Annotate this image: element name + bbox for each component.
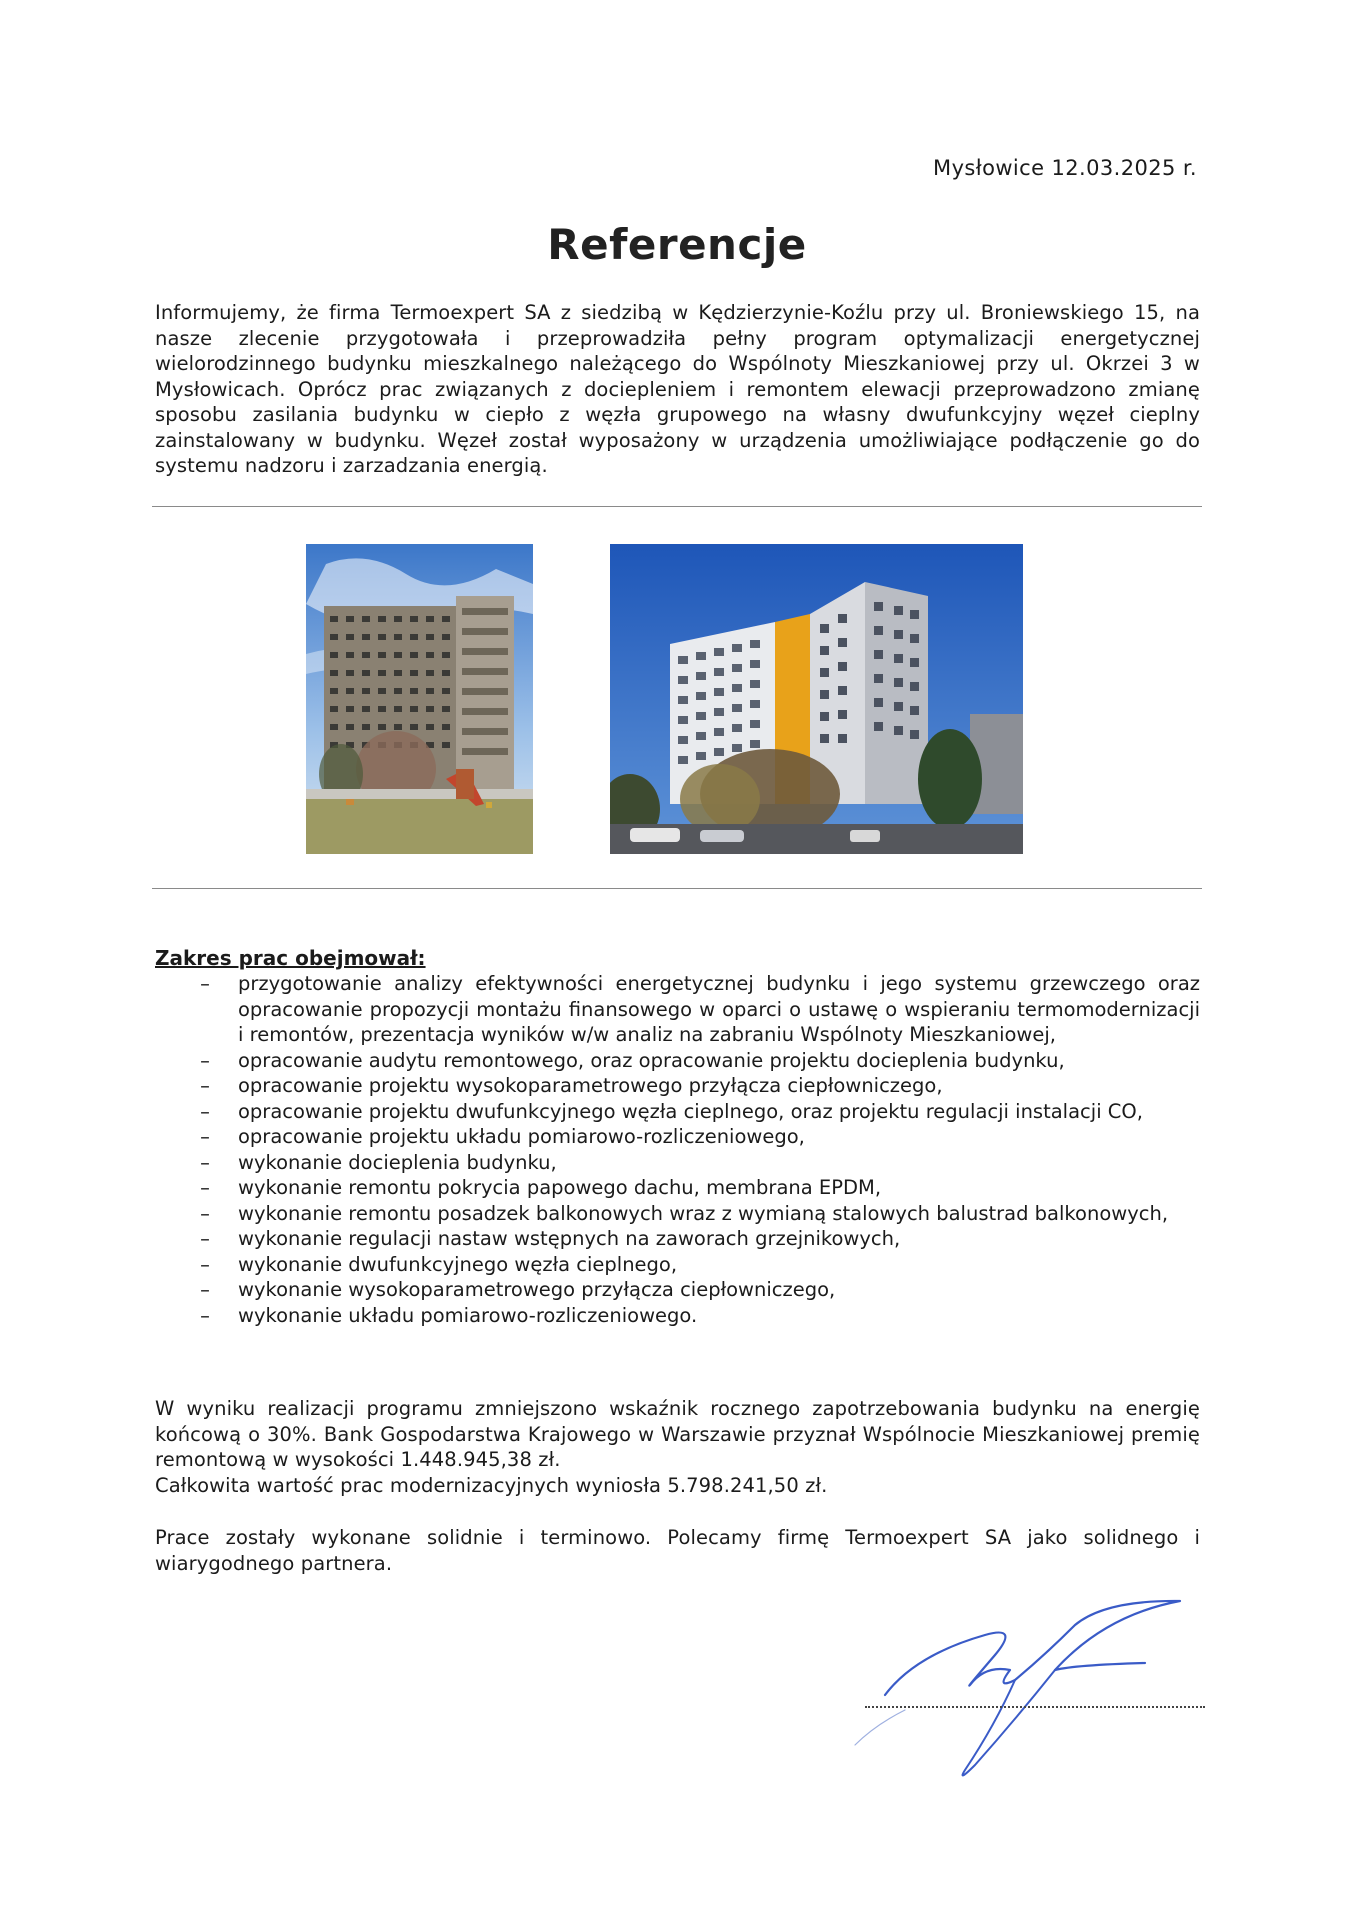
document-title: Referencje: [547, 220, 807, 269]
list-item: – wykonanie docieplenia budynku,: [200, 1150, 557, 1174]
scope-list: [155, 971, 1200, 1328]
list-item: – wykonanie remontu posadzek balkonowych wraz z wymianą stalowych balustrad balkonowych,: [200, 1201, 1169, 1225]
divider-top: [152, 506, 1202, 507]
building-photo-after: [610, 544, 1023, 854]
list-item: – wykonanie układu pomiarowo-rozliczeniowego.: [200, 1303, 698, 1327]
list-item: – przygotowanie analizy efektywności energetycznej budynku i jego systemu grzewczego oraz opracowanie propozycji montażu finansowego w oparci o ustawę o wspieraniu termomodernizacji i remontów, prezentacja wyników w/w analiz na zabraniu Wspólnoty Mieszkaniowej,: [200, 972, 1200, 1046]
list-item: – opracowanie projektu układu pomiarowo-rozliczeniowego,: [200, 1125, 805, 1148]
signature-line: [865, 1706, 1205, 1708]
list-item: – wykonanie regulacji nastaw wstępnych na zaworach grzejnikowych,: [200, 1227, 901, 1250]
list-item: – opracowanie audytu remontowego, oraz opracowanie projektu docieplenia budynku,: [200, 1048, 1065, 1072]
result-line: W wyniku realizacji programu zmniejszono wskaźnik rocznego zapotrzebowania budynku na energię końcową o 30%. Bank Gospodarstwa Krajowego w Warszawie przyznał Wspólnocie Mieszkaniowej premię remontową w wysokości 1.448.945,38 zł.: [155, 1397, 1200, 1471]
list-item: – wykonanie wysokoparametrowego przyłącza ciepłowniczego,: [200, 1278, 836, 1301]
place-date: Mysłowice 12.03.2025 r.: [933, 156, 1197, 180]
list-item: – opracowanie projektu wysokoparametrowego przyłącza ciepłowniczego,: [200, 1074, 943, 1097]
divider-bottom: [152, 888, 1202, 889]
closing-paragraph: Prace zostały wykonane solidnie i terminowo. Polecamy firmę Termoexpert SA jako solidnego i wiarygodnego partnera.: [155, 1526, 1200, 1575]
building-photo-before: [306, 544, 533, 854]
list-item: – wykonanie dwufunkcyjnego węzła cieplnego,: [200, 1252, 678, 1276]
intro-paragraph: Informujemy, że firma Termoexpert SA z siedzibą w Kędzierzynie-Koźlu przy ul. Broniewskiego 15, na nasze zlecenie przygotowała i przeprowadziła pełny program optymalizacji energetycznej wielorodzinnego budynku mieszkalnego należącego do Wspólnoty Mieszkaniowej przy ul. Okrzei 3 w Mysłowicach. Oprócz prac związanych z dociepleniem i remontem elewacji przeprowadzono zmianę sposobu zasilania budynku w ciepło z węzła grupowego na własny dwufunkcyjny węzeł cieplny zainstalowany w budynku. Węzeł został wyposażony w urządzenia umożliwiające podłączenie go do systemu nadzoru i zarzadzania energią.: [155, 301, 1200, 477]
signature: [845, 1595, 1205, 1795]
scope-heading: Zakres prac obejmował:: [155, 946, 426, 970]
list-item: – wykonanie remontu pokrycia papowego dachu, membrana EPDM,: [200, 1176, 882, 1199]
result-paragraph: [155, 1396, 1200, 1498]
result-line: Całkowita wartość prac modernizacyjnych wyniosła 5.798.241,50 zł.: [155, 1473, 828, 1497]
list-item: – opracowanie projektu dwufunkcyjnego węzła cieplnego, oraz projektu regulacji instalacji CO,: [200, 1099, 1143, 1123]
